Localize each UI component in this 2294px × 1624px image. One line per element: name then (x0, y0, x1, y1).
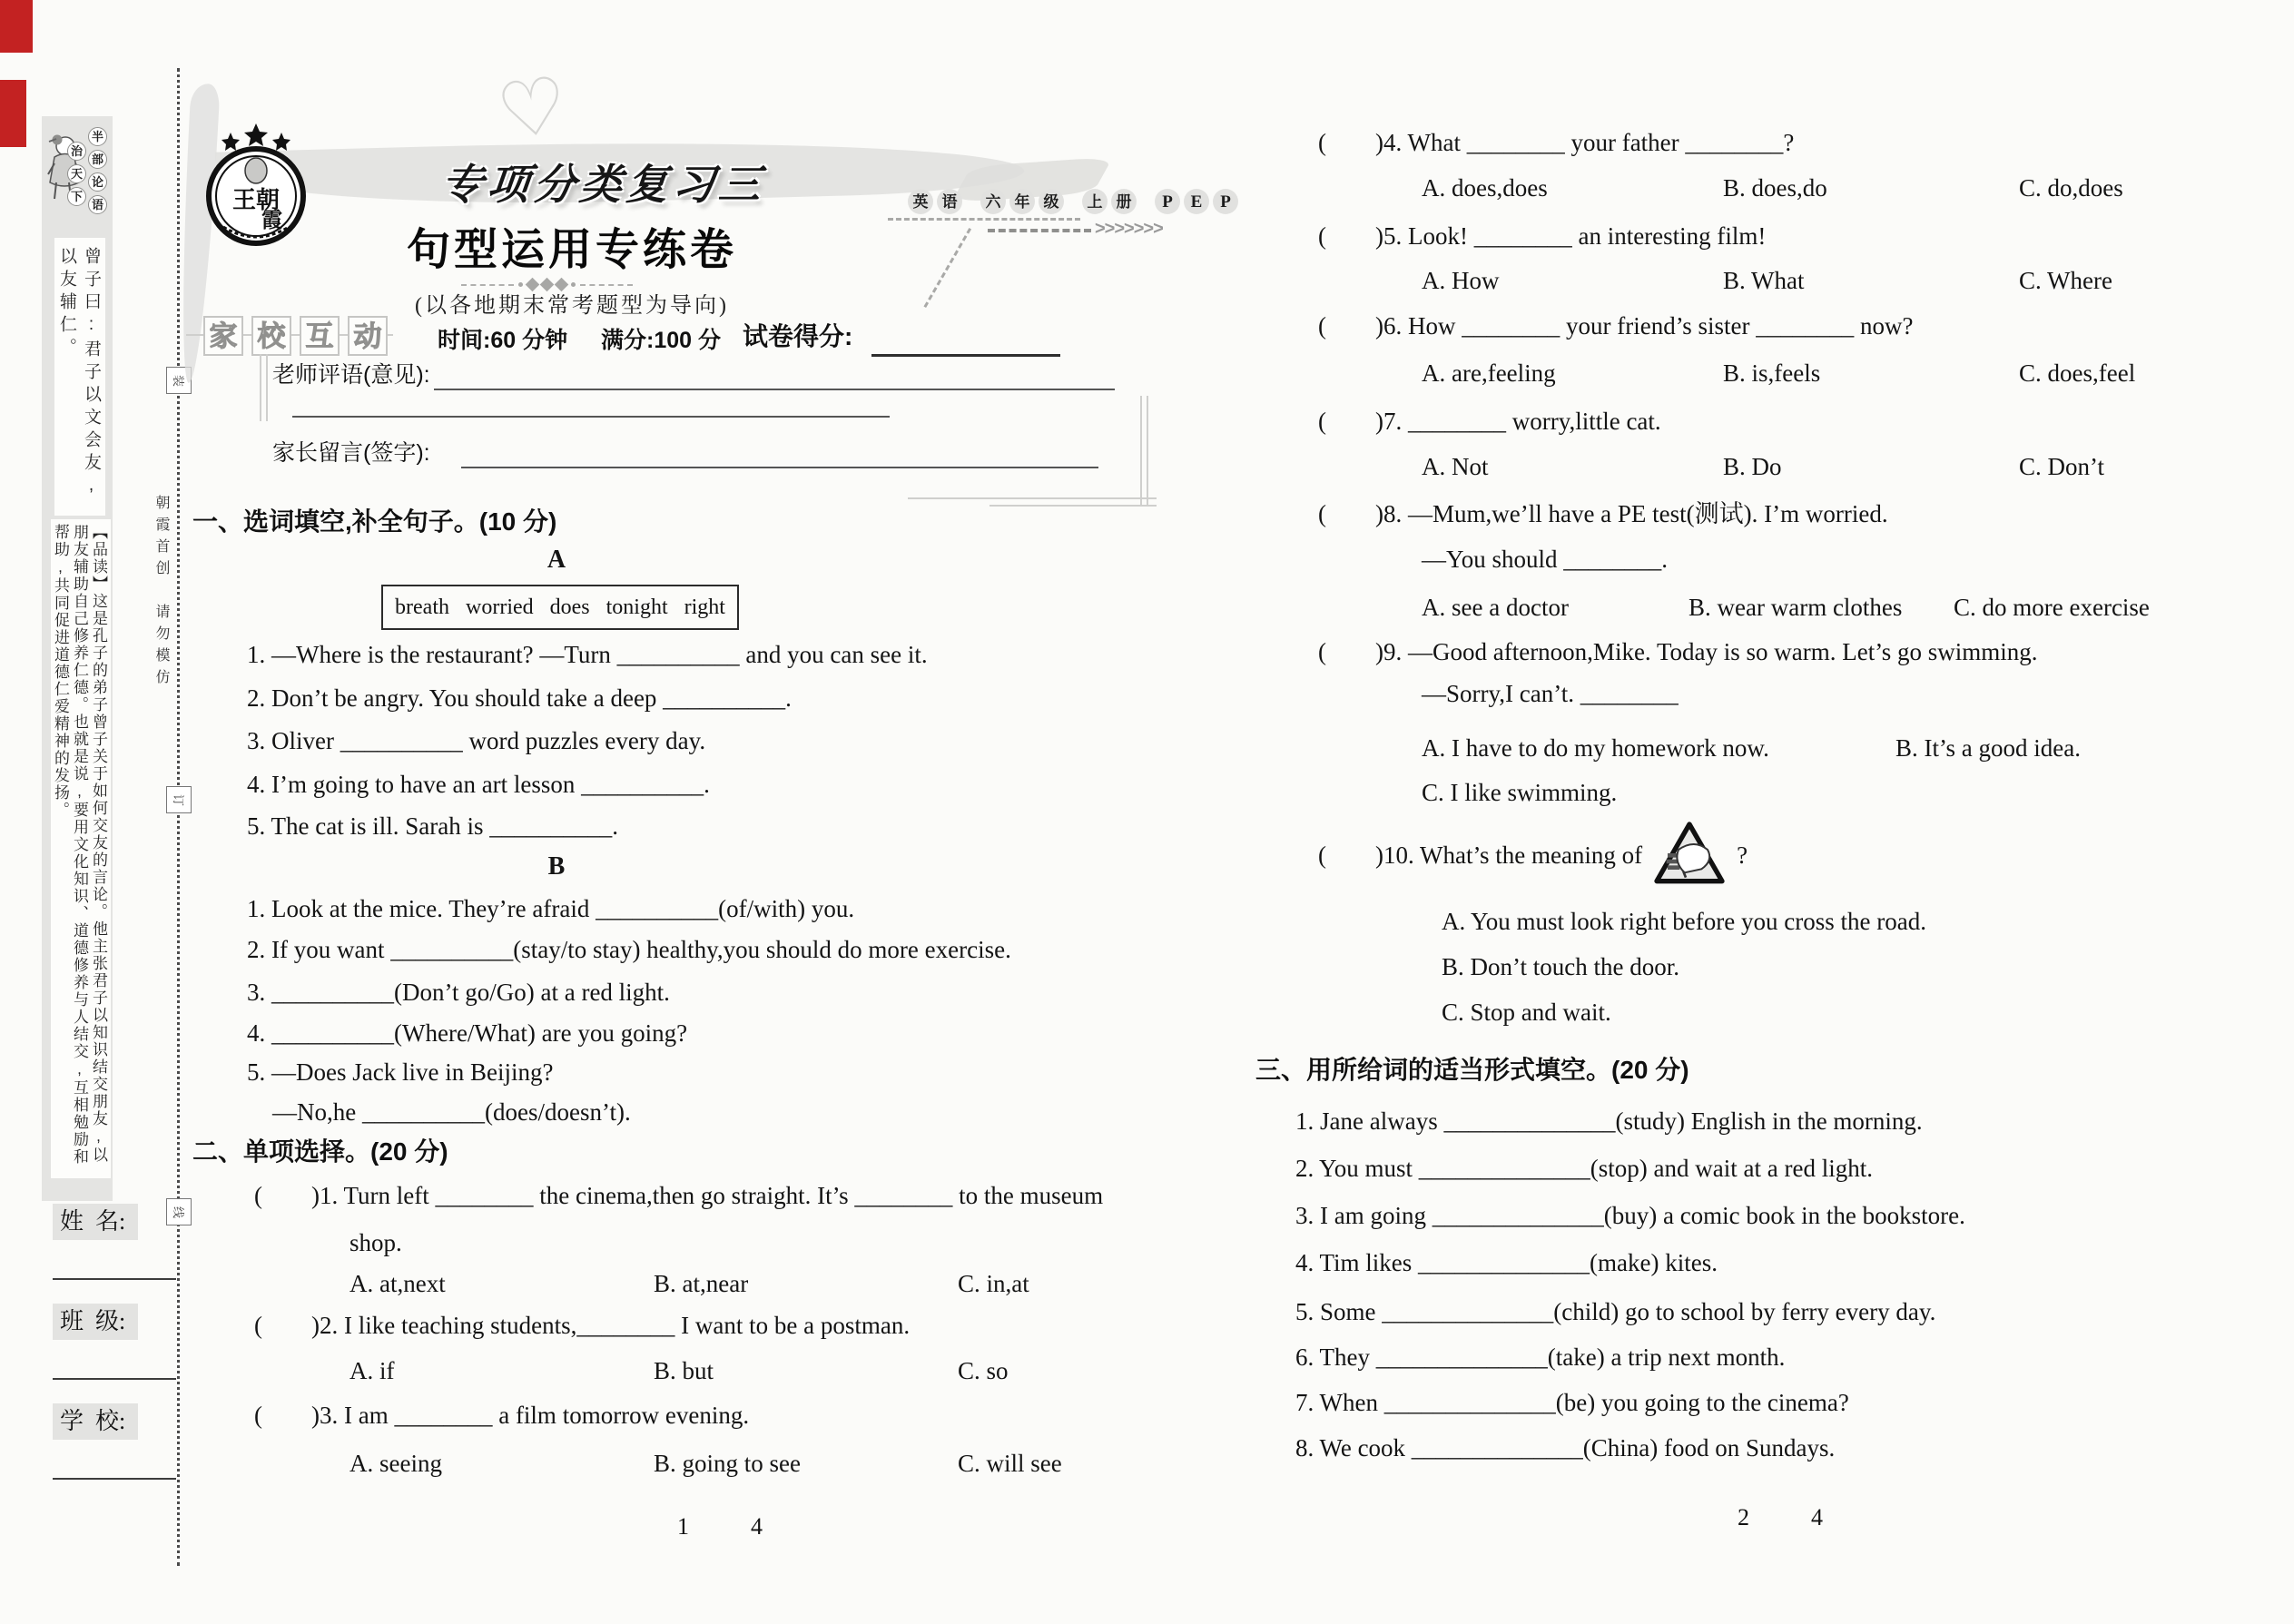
section3-title: 三、用所给词的适当形式填空。(20 分) (1255, 1056, 1689, 1084)
mc-option: B. but (654, 1357, 714, 1384)
group-a-label: A (546, 546, 566, 574)
series-title: 专项分类复习三 (438, 161, 768, 208)
question-item: 3. Oliver __________ word puzzles every day. (247, 727, 706, 754)
section2-title: 二、单项选择。(20 分) (192, 1137, 448, 1166)
fill-item: 1. Jane always ______________(study) English in the morning. (1295, 1107, 1923, 1135)
mc-option: A. I have to do my homework now. (1422, 734, 1769, 762)
mc-option: C. Don’t (2019, 453, 2105, 480)
mc-question: ( )5. Look! ________ an interesting film! (1318, 222, 1767, 250)
binding-mark-xian: 线 (166, 1198, 192, 1225)
time-limit-label: 时间:60 分钟 (438, 328, 568, 353)
home-school-interaction-label: 家 校 互 动 (203, 316, 388, 356)
mc-question-cont: shop. (350, 1229, 402, 1256)
question-item: 1. —Where is the restaurant? —Turn __________ and you can see it. (247, 641, 928, 668)
class-field-line[interactable] (53, 1343, 176, 1380)
fill-item: 5. Some ______________(child) go to school by ferry every day. (1295, 1298, 1936, 1325)
mc-option: B. Don’t touch the door. (1442, 953, 1679, 980)
mc-option: C. does,feel (2019, 359, 2136, 387)
class-field-label: 班 级: (53, 1304, 138, 1340)
mc-question-q10 (1318, 813, 1748, 897)
mc-question: ( )8. —Mum,we’ll have a PE test(测试). I’m worried. (1318, 500, 1888, 527)
fill-item: 8. We cook ______________(China) food on Sundays. (1295, 1434, 1836, 1462)
mc-question-cont: —Sorry,I can’t. ________ (1422, 680, 1679, 707)
question-item: 1. Look at the mice. They’re afraid __________(of/with) you. (247, 895, 855, 922)
school-field-label: 学 校: (53, 1403, 138, 1440)
fill-item: 7. When ______________(be) you going to the cinema? (1295, 1389, 1849, 1416)
question-item: 2. If you want __________(stay/to stay) healthy,you should do more exercise. (247, 936, 1011, 963)
frame-line (266, 354, 268, 421)
mc-option: C. I like swimming. (1422, 779, 1618, 806)
mc-option: A. seeing (350, 1450, 442, 1477)
page-number: 1 (677, 1513, 689, 1540)
question-item: 4. __________(Where/What) are you going? (247, 1019, 688, 1047)
mc-option: C. Stop and wait. (1442, 999, 1611, 1026)
mc-option: A. Not (1422, 453, 1489, 480)
score-blank[interactable] (871, 327, 1060, 357)
mc-option: B. is,feels (1723, 359, 1821, 387)
teacher-comment-line[interactable] (434, 361, 1115, 390)
binding-mark-ding: 订 (166, 786, 192, 813)
paper-subtitle: (以各地期末常考题型为导向) (415, 294, 729, 318)
word-bank: breath worried does tonight right (381, 585, 739, 630)
teacher-comment-label: 老师评语(意见): (272, 362, 430, 388)
analects-quote-box (54, 238, 105, 516)
frame-line (908, 497, 1157, 499)
motto-right-column: 半 部 论 语 (88, 127, 107, 214)
question-item: 5. The cat is ill. Sarah is __________. (247, 812, 618, 840)
mc-option: A. at,next (350, 1270, 446, 1297)
mc-option: C. do,does (2019, 174, 2123, 202)
mc-question-cont: —You should ________. (1422, 546, 1669, 573)
mc-option: A. does,does (1422, 174, 1548, 202)
q10-question-mark: ? (1737, 842, 1748, 869)
fill-item: 3. I am going ______________(buy) a comic book in the bookstore. (1295, 1202, 1965, 1229)
mc-option: A. if (350, 1357, 395, 1384)
question-item: 3. __________(Don’t go/Go) at a red light. (247, 979, 670, 1006)
question-item: —No,he __________(does/doesn’t). (272, 1098, 631, 1126)
tag-subject: 英 语 (908, 189, 962, 214)
chevron-arrows-icon: >>>>>>> (1095, 219, 1163, 239)
mc-option: C. will see (958, 1450, 1062, 1477)
mc-option: B. Do (1723, 453, 1782, 480)
full-score-label: 满分:100 分 (601, 328, 721, 353)
binding-mark-zhuang: 装 (166, 367, 192, 394)
heart-ribbon-icon: ♡ (491, 59, 574, 159)
mc-option: B. What (1723, 267, 1805, 294)
svg-text:王朝: 王朝 (232, 186, 281, 213)
anti-copy-note: 朝霞首创 请勿模仿 (153, 495, 169, 691)
page-total: 4 (1811, 1504, 1823, 1530)
mc-option: B. going to see (654, 1450, 801, 1477)
paper-title: 句型运用专练卷 (406, 226, 737, 274)
svg-text:霞: 霞 (261, 208, 282, 231)
mc-question: ( )1. Turn left ________ the cinema,then go straight. It’s ________ to the museum (254, 1182, 1104, 1209)
edition-tags (908, 189, 1238, 214)
section1-title: 一、选词填空,补全句子。(10 分) (192, 507, 557, 536)
dashed-rule (888, 218, 1080, 221)
name-field-label: 姓 名: (53, 1204, 138, 1240)
group-b-label: B (547, 852, 566, 881)
frame-line (989, 505, 1157, 507)
mc-option: C. so (958, 1357, 1009, 1384)
fill-item: 4. Tim likes ______________(make) kites. (1295, 1249, 1718, 1276)
mc-option: C. do more exercise (1954, 594, 2150, 621)
mc-option: C. in,at (958, 1270, 1029, 1297)
mc-question: ( )2. I like teaching students,________ I want to be a postman. (254, 1312, 911, 1339)
parent-note-label: 家长留言(签字): (272, 440, 430, 466)
score-label: 试卷得分: (743, 322, 853, 350)
mc-option: A. are,feeling (1422, 359, 1556, 387)
frame-line (1140, 396, 1142, 505)
tag-volume: 上 册 (1082, 189, 1137, 214)
scan-red-mark (0, 80, 26, 147)
mc-option: B. It’s a good idea. (1895, 734, 2081, 762)
frame-line (260, 354, 261, 421)
question-item: 2. Don’t be angry. You should take a deep __________. (247, 684, 792, 712)
mc-option: B. at,near (654, 1270, 749, 1297)
mc-question: ( )7. ________ worry,little cat. (1318, 408, 1661, 435)
teacher-comment-line2[interactable] (292, 389, 890, 418)
road-sign-icon (1653, 820, 1726, 891)
title-ornament (461, 280, 633, 290)
mc-question: ( )9. —Good afternoon,Mike. Today is so warm. Let’s go swimming. (1318, 638, 2038, 665)
mc-question: ( )4. What ________ your father ________? (1318, 129, 1795, 156)
page-number: 2 (1738, 1504, 1749, 1530)
mc-option: C. Where (2019, 267, 2112, 294)
mc-question: ( )3. I am ________ a film tomorrow evening. (254, 1402, 750, 1429)
brand-logo (205, 122, 307, 251)
tag-grade: 六 年 级 (980, 189, 1064, 214)
dashed-rule-bold (988, 229, 1091, 232)
page-total: 4 (751, 1513, 763, 1540)
school-field-line[interactable] (53, 1443, 176, 1480)
question-item: 5. —Does Jack live in Beijing? (247, 1058, 554, 1086)
pindu-commentary-box (51, 519, 111, 1178)
q10-text: ( )10. What’s the meaning of (1318, 842, 1643, 869)
binding-line (177, 68, 180, 1566)
mc-option: A. You must look right before you cross the road. (1442, 908, 1926, 935)
mc-option: A. see a doctor (1422, 594, 1569, 621)
motto-left-column: 治 天 下 (67, 142, 86, 206)
dashed-diagonal (923, 228, 974, 310)
analects-quote: 曾子曰:君子以文会友,以友辅仁。 (57, 247, 101, 500)
mc-option: A. How (1422, 267, 1500, 294)
pindu-commentary: 【品读】这是孔子的弟子曾子关于如何交友的言论。他主张君子以知识结交朋友,以朋友辅助自己修养仁德。也就是说,要用文化知识、道德修养与人结交,互相勉励和帮助,共同促进道德仁爱精神的发扬。 (52, 524, 107, 1166)
fill-item: 2. You must ______________(stop) and wait at a red light. (1295, 1155, 1873, 1182)
frame-line (1147, 396, 1148, 505)
parent-note-line[interactable] (461, 439, 1098, 468)
question-item: 4. I’m going to have an art lesson __________. (247, 771, 710, 798)
fill-item: 6. They ______________(take) a trip next month. (1295, 1343, 1786, 1371)
name-field-line[interactable] (53, 1244, 176, 1280)
mc-option: B. does,do (1723, 174, 1827, 202)
scan-red-mark (0, 0, 33, 53)
tag-press: P E P (1155, 189, 1238, 214)
mc-option: B. wear warm clothes (1689, 594, 1903, 621)
mc-question: ( )6. How ________ your friend’s sister ________ now? (1318, 312, 1914, 340)
